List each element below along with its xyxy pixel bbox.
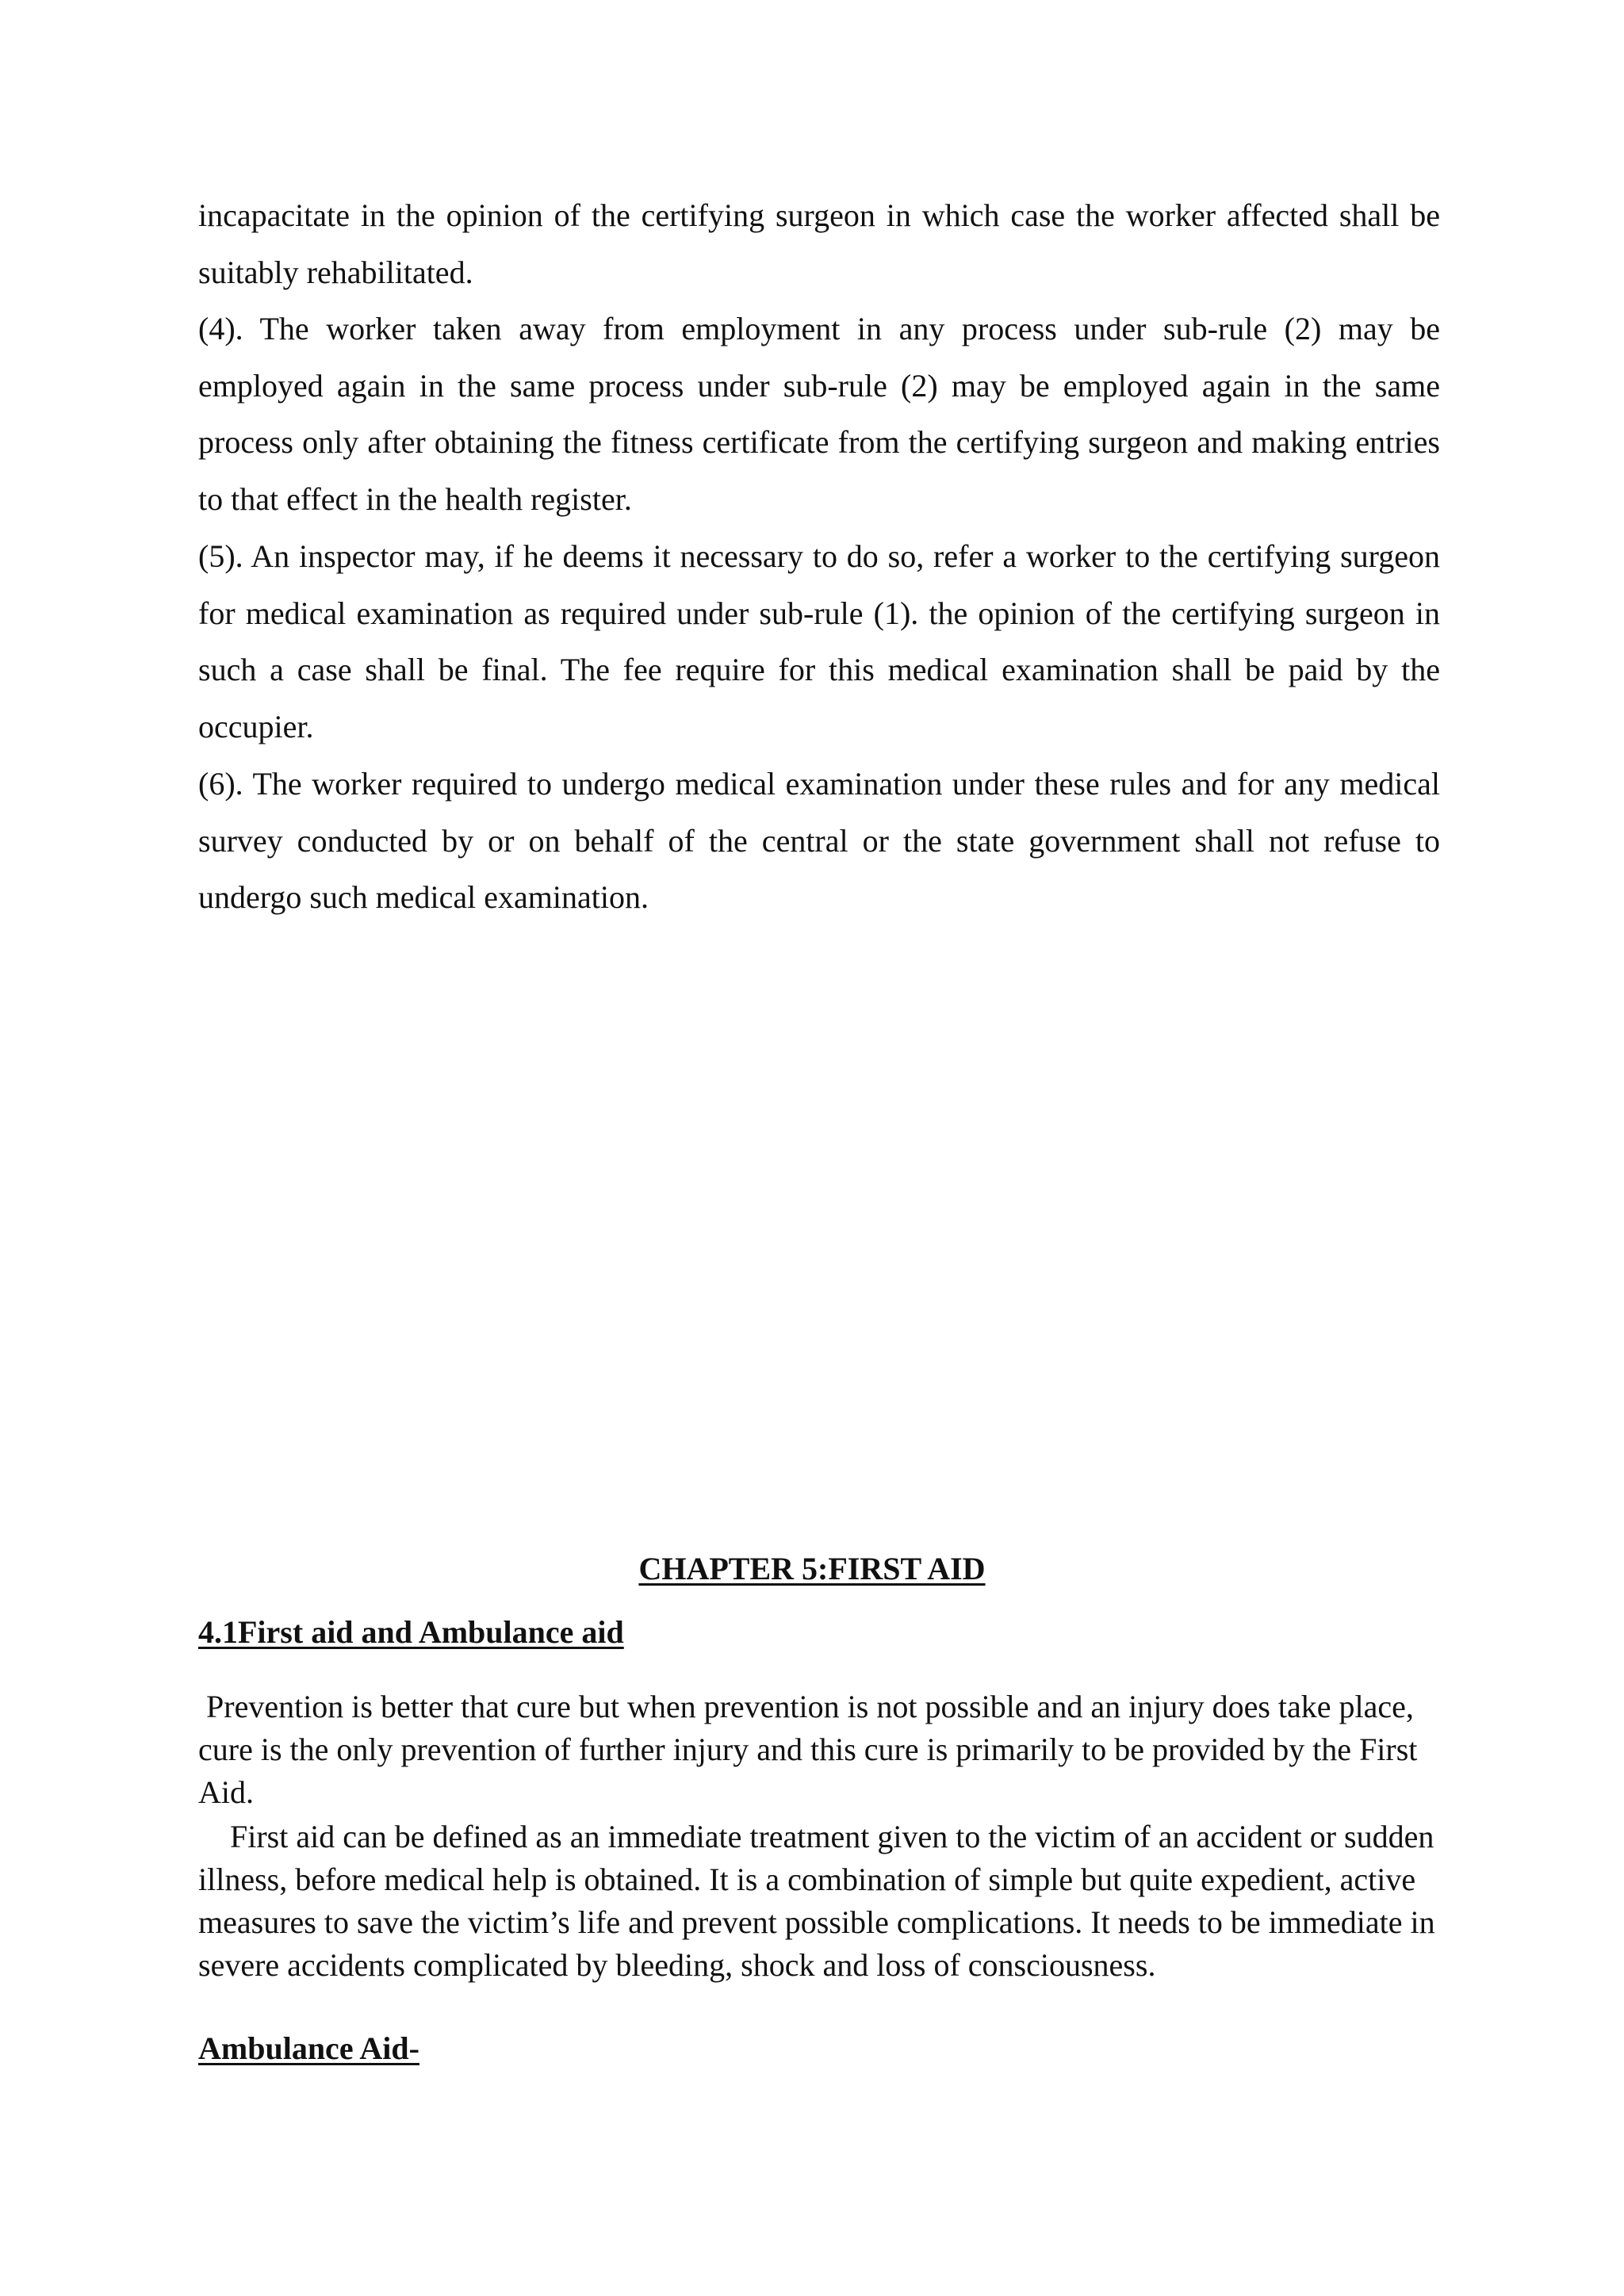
- chapter-title: CHAPTER 5:FIRST AID: [638, 1551, 986, 1586]
- ambulance-aid-heading: Ambulance Aid-: [198, 2030, 419, 2066]
- section-title: 4.1First aid and Ambulance aid: [198, 1614, 624, 1650]
- rule-paragraph-4: (4). The worker taken away from employment in any process under sub-rule (2) may be employed again in the same process under sub-rule (2) may be employed again in the same process only after obtaining the fitness certificate from the certifying surgeon and making entries to that effect in the health register.: [198, 311, 1440, 517]
- first-aid-paragraph-2: First aid can be defined as an immediate treatment given to the victim of an accident or sudden illness, before medical help is obtained. It is a combination of simple but quite expedient, active measures to save the victim’s life and prevent possible complications. It needs to be immediate in severe accidents complicated by bleeding, shock and loss of consciousness.: [198, 1819, 1443, 1983]
- rule-paragraph-6: (6). The worker required to undergo medical examination under these rules and for any medical survey conducted by or on behalf of the central or the state government shall not refuse to undergo such medical examination.: [198, 766, 1440, 916]
- rule-paragraph-continued: incapacitate in the opinion of the certifying surgeon in which case the worker affected shall be suitably rehabilitated.: [198, 197, 1440, 290]
- first-aid-paragraph-1: Prevention is better that cure but when prevention is not possible and an injury does take place, cure is the only prevention of further injury and this cure is primarily to be provided by the First Aid.: [198, 1689, 1424, 1810]
- rule-paragraph-5: (5). An inspector may, if he deems it necessary to do so, refer a worker to the certifying surgeon for medical examination as required under sub-rule (1). the opinion of the certifying surgeon in such a case shall be final. The fee require for this medical examination shall be paid by the occupier.: [198, 538, 1440, 744]
